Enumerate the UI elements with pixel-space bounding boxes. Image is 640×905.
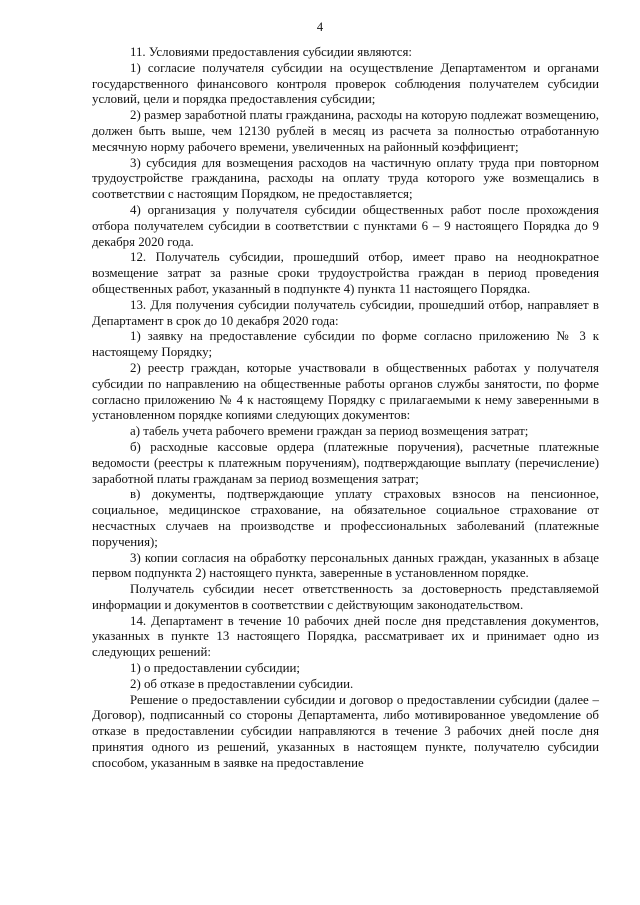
paragraph: 1) заявку на предоставление субсидии по форме согласно приложению № 3 к настоящему Порядку; (92, 329, 599, 360)
paragraph: 14. Департамент в течение 10 рабочих дней после дня представления документов, указанных в пункте 13 настоящего Порядка, рассматривает их и принимает одно из следующих решений: (92, 613, 599, 660)
paragraph: 1) согласие получателя субсидии на осуществление Департаментом и органами государственного финансового контроля проверок соблюдения получателем субсидии условий, цели и порядка предоставления субсидии; (92, 60, 599, 107)
paragraph: 2) реестр граждан, которые участвовали в общественных работах у получателя субсидии по направлению на общественные работы органов службы занятости, по форме согласно приложению № 4 к настоящему Порядку с прилагаемыми к нему заверенными в установленном порядке копиями следующих документов: (92, 360, 599, 423)
paragraph: в) документы, подтверждающие уплату страховых взносов на пенсионное, социальное, медицинское страхование, на обязательное социальное страхование от несчастных случаев на производстве и профессиональных заболеваний (платежные поручения); (92, 487, 599, 549)
paragraph: 2) размер заработной платы гражданина, расходы на которую подлежат возмещению, должен быть выше, чем 12130 рублей в месяц из расчета за полностью отработанную месячную норму рабочего времени, увеличенных на районный коэффициент; (92, 108, 599, 154)
paragraph: 13. Для получения субсидии получатель субсидии, прошедший отбор, направляет в Департамент в срок до 10 декабря 2020 года: (92, 297, 599, 328)
paragraph: а) табель учета рабочего времени граждан за период возмещения затрат; (130, 424, 529, 439)
paragraph: 4) организация у получателя субсидии общественных работ после прохождения отбора получателем субсидии в соответствии с пунктами 6 – 9 настоящего Порядка до 9 декабря 2020 года. (92, 202, 599, 249)
paragraph: 12. Получатель субсидии, прошедший отбор, имеет право на неоднократное возмещение затрат за разные сроки трудоустройства граждан в период проведения общественных работ, указанный в подпункте 4) пункта 11 настоящего Порядка. (92, 250, 599, 296)
page-number: 4 (316, 20, 324, 34)
paragraph: б) расходные кассовые ордера (платежные поручения), расчетные платежные ведомости (реестры к платежным поручениям), подтверждающие выплату (перечисление) заработной платы гражданам за период возмещения затрат; (92, 439, 599, 486)
paragraph: 11. Условиями предоставления субсидии являются: (130, 45, 412, 59)
paragraph: Решение о предоставлении субсидии и договор о предоставлении субсидии (далее – Договор), подписанный со стороны Департамента, либо мотивированное уведомление об отказе в предоставлении субсидии направляются в течение 3 рабочих дней после дня принятия одного из решений, указанных в настоящем пункте, получателю субсидии способом, указанным в заявке на предоставление (92, 692, 599, 770)
paragraph: 3) копии согласия на обработку персональных данных граждан, указанных в абзаце первом подпункта 2) настоящего пункта, заверенные в установленном порядке. (92, 550, 599, 581)
paragraph: 2) об отказе в предоставлении субсидии. (130, 676, 354, 691)
document-body (92, 0, 599, 772)
paragraph: 1) о предоставлении субсидии; (130, 661, 301, 676)
paragraph: 3) субсидия для возмещения расходов на частичную оплату труда при повторном трудоустройстве гражданина, расходы на оплату труда которого уже возмещались в соответствии с настоящим Порядком, не предоставляется; (92, 155, 599, 202)
paragraph: Получатель субсидии несет ответственность за достоверность представляемой информации и документов в соответствии с действующим законодательством. (92, 582, 599, 612)
